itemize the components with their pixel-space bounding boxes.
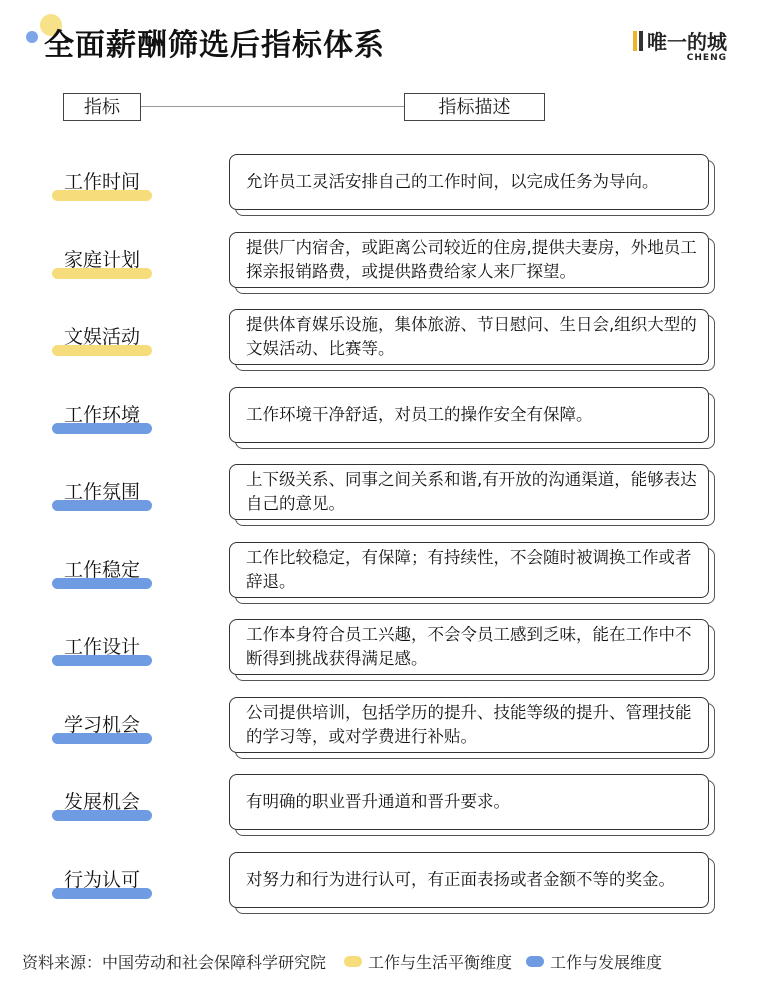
description-card	[229, 774, 709, 830]
indicator-row	[0, 463, 763, 525]
page-title: 全面薪酬筛选后指标体系	[44, 28, 385, 63]
indicator-row	[0, 773, 763, 835]
indicator-label-text: 工作设计	[63, 636, 140, 658]
indicator-label	[52, 865, 152, 899]
indicator-label	[52, 710, 152, 744]
header-connector-line	[141, 106, 404, 107]
indicator-label-text: 文娱活动	[63, 326, 140, 348]
description-card	[229, 542, 709, 598]
indicator-label-text: 行为认可	[63, 868, 140, 891]
header-description: 指标描述	[404, 93, 545, 121]
legend-label: 工作与生活平衡维度	[368, 952, 513, 972]
indicator-label	[52, 245, 152, 279]
indicator-label	[52, 167, 152, 201]
indicator-label-text: 学习机会	[63, 713, 140, 736]
indicator-row	[0, 851, 763, 913]
title-decoration-blue-circle	[26, 31, 38, 43]
description-text: 有明确的职业晋升通道和晋升要求。	[246, 792, 510, 811]
description-text: 允许员工灵活安排自己的工作时间，以完成任务为导向。	[246, 172, 659, 191]
indicator-row	[0, 618, 763, 680]
source-note: 资料来源：中国劳动和社会保障科学研究院	[22, 952, 327, 972]
description-card	[229, 852, 709, 908]
description-card	[229, 154, 709, 210]
indicator-label-text: 工作环境	[63, 403, 140, 426]
indicator-label-text: 发展机会	[63, 791, 140, 813]
indicator-label	[52, 787, 152, 821]
footer	[22, 948, 747, 974]
logo-text: 唯一的城	[647, 30, 727, 54]
brand-logo	[633, 26, 727, 63]
indicator-row	[0, 386, 763, 448]
description-text: 提供厂内宿舍，或距离公司较近的住房,提供夫妻房，外地员工探亲报销路费，或提供路费给家人来厂探望。	[246, 237, 697, 281]
description-card	[229, 309, 709, 365]
indicator-row	[0, 231, 763, 293]
indicator-label	[52, 555, 152, 589]
description-text: 提供体育媒乐设施，集体旅游、节日慰问、生日会,组织大型的文娱活动、比赛等。	[246, 315, 697, 358]
description-text: 公司提供培训，包括学历的提升、技能等级的提升、管理技能的学习等，或对学费进行补贴。	[246, 702, 692, 746]
description-card	[229, 619, 709, 675]
legend-item-work-life	[344, 950, 512, 973]
indicator-row	[0, 696, 763, 758]
indicator-row	[0, 541, 763, 603]
indicator-label-text: 工作稳定	[63, 558, 140, 581]
header-indicator: 指标	[63, 93, 141, 121]
description-text: 工作本身符合员工兴趣，不会令员工感到乏味，能在工作中不断得到挑战获得满足感。	[246, 625, 692, 668]
description-card	[229, 697, 709, 753]
legend-item-development	[526, 950, 662, 973]
indicator-label	[52, 322, 152, 356]
indicator-label-text: 工作时间	[63, 171, 140, 193]
indicator-label	[52, 400, 152, 434]
description-card	[229, 387, 709, 443]
indicator-label	[52, 632, 152, 666]
legend-swatch-blue	[526, 956, 544, 967]
description-text: 工作比较稳定，有保障；有持续性，不会随时被调换工作或者辞退。	[246, 547, 692, 591]
indicator-row	[0, 153, 763, 215]
description-text: 工作环境干净舒适，对员工的操作安全有保障。	[246, 404, 593, 424]
legend-label: 工作与发展维度	[550, 952, 663, 972]
logo-subtext: CHENG	[686, 53, 727, 63]
logo-bars-icon	[633, 31, 643, 51]
indicator-row	[0, 308, 763, 370]
indicator-label-text: 家庭计划	[63, 248, 140, 271]
description-text: 上下级关系、同事之间关系和谐,有开放的沟通渠道，能够表达自己的意见。	[246, 470, 697, 513]
indicator-label	[52, 477, 152, 511]
description-text: 对努力和行为进行认可，有正面表扬或者金额不等的奖金。	[246, 869, 675, 889]
description-card	[229, 232, 709, 288]
legend-swatch-yellow	[344, 956, 362, 967]
indicator-label-text: 工作氛围	[63, 481, 140, 503]
description-card	[229, 464, 709, 520]
